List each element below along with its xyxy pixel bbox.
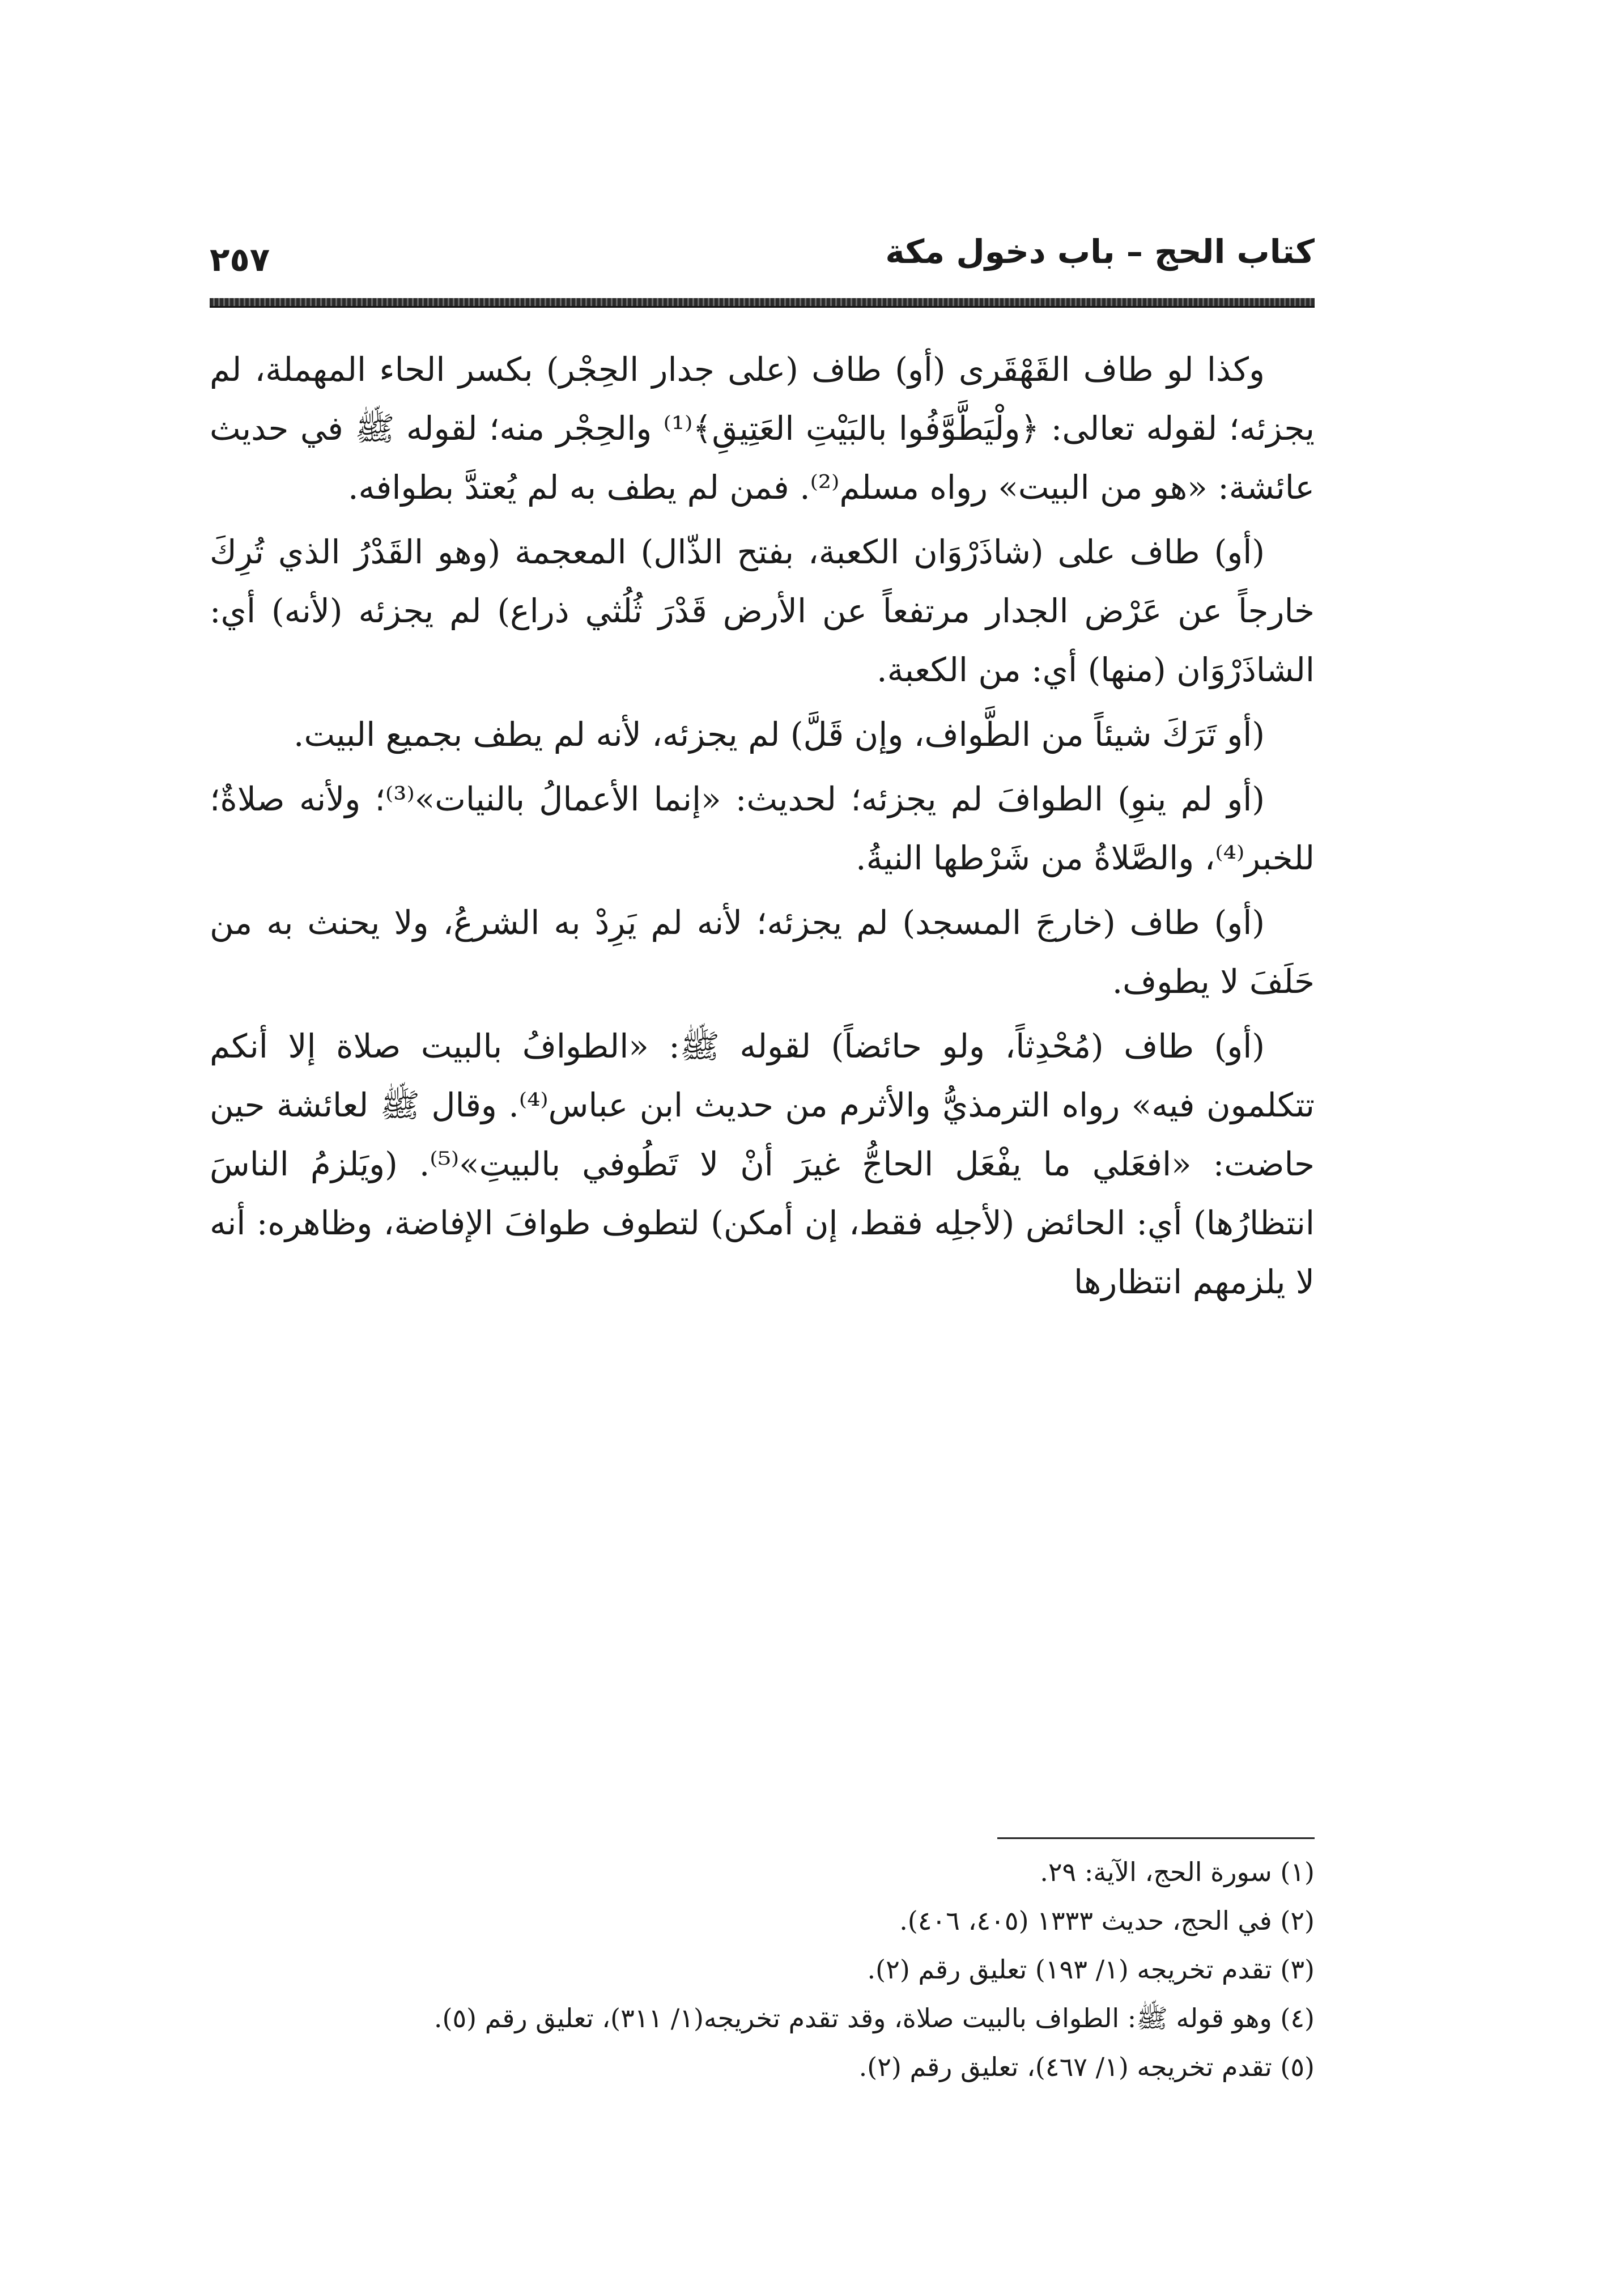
footnote-4: (٤) وهو قوله ﷺ: الطواف بالبيت صلاة، وقد تقدم تخريجه(١/ ٣١١)، تعليق رقم (٥). bbox=[433, 2003, 1315, 2033]
footnote-1: (١) سورة الحج، الآية: ٢٩. bbox=[1040, 1857, 1315, 1887]
paragraph-3: (أو تَرَكَ شيئاً من الطَّواف، وإن قَلَّ) لم يجزئه، لأنه لم يطف بجميع البيت. bbox=[294, 715, 1265, 754]
paragraph-1: وكذا لو طاف القَهْقَرى (أو) طاف (على جدار الحِجْر) بكسر الحاء المهملة، لم يجزئه؛ لقوله تعالى: ﴿ولْيَطَّوَّفُوا بالبَيْتِ العَتِيقِ﴾⁽¹⁾ والحِجْر منه؛ لقوله ﷺ في حديث عائشة: «هو من البيت» رواه مسلم⁽²⁾. فمن لم يطف به لم يُعتدَّ بطوافه. bbox=[210, 350, 1315, 507]
paragraph-5: (أو) طاف (خارجَ المسجد) لم يجزئه؛ لأنه لم يَرِدْ به الشرعُ، ولا يحنث به من حَلَفَ لا يطوف. bbox=[210, 903, 1315, 1001]
footnote-5: (٥) تقدم تخريجه (١/ ٤٦٧)، تعليق رقم (٢). bbox=[858, 2052, 1315, 2082]
paragraph-6: (أو) طاف (مُحْدِثاً، ولو حائضاً) لقوله ﷺ: «الطوافُ بالبيت صلاة إلا أنكم تتكلمون فيه» رواه الترمذيُّ والأثرم من حديث ابن عباس⁽⁴⁾. وقال ﷺ لعائشة حين حاضت: «افعَلي ما يفْعَل الحاجُّ غيرَ أنْ لا تَطُوفي بالبيتِ»⁽⁵⁾. (ويَلزمُ الناسَ انتظارُها) أي: الحائض (لأجلِه فقط، إن أمكن) لتطوف طوافَ الإفاضة، وظاهره: أنه لا يلزمهم انتظارها bbox=[210, 1027, 1315, 1301]
footnotes bbox=[210, 1848, 1315, 2091]
footnote-2: (٢) في الحج، حديث ١٣٣٣ (٤٠٥، ٤٠٦). bbox=[899, 1905, 1315, 1936]
page-header bbox=[210, 215, 1315, 300]
document-page bbox=[210, 215, 1315, 2142]
running-title: كتاب الحج – باب دخول مكة bbox=[885, 232, 1315, 271]
footnote-3: (٣) تقدم تخريجه (١/ ١٩٣) تعليق رقم (٢). bbox=[867, 1954, 1315, 1985]
page-number: ٢٥٧ bbox=[210, 240, 270, 279]
footnote-divider bbox=[997, 1837, 1315, 1839]
paragraph-2: (أو) طاف على (شاذَرْوَان الكعبة، بفتح الذّال) المعجمة (وهو القَدْرُ الذي تُرِكَ خارجاً عن عَرْض الجدار مرتفعاً عن الأرض قَدْرَ ثُلُثي ذراع) لم يجزئه (لأنه) أي: الشاذَرْوَان (منها) أي: من الكعبة. bbox=[210, 533, 1315, 689]
paragraph-4: (أو لم ينوِ) الطوافَ لم يجزئه؛ لحديث: «إنما الأعمالُ بالنيات»⁽³⁾؛ ولأنه صلاةٌ؛ للخبر⁽⁴⁾، والصَّلاةُ من شَرْطها النيةُ. bbox=[210, 780, 1315, 877]
header-divider bbox=[210, 298, 1315, 308]
main-text bbox=[210, 340, 1315, 1317]
